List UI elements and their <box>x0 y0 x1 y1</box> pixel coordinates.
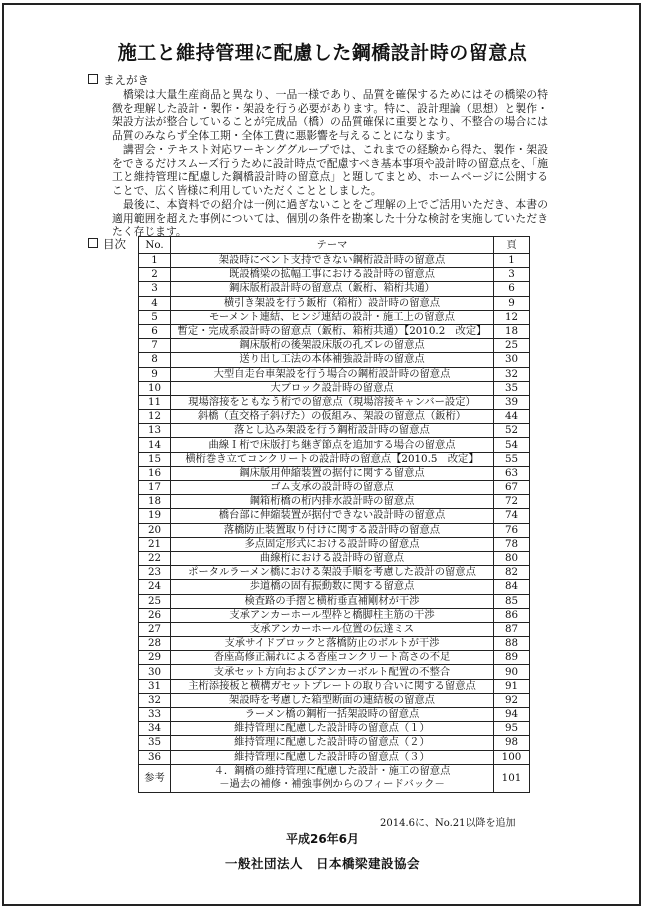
toc-cell-theme: 多点固定形式における設計時の留意点 <box>171 537 494 551</box>
preface-paragraph-1: 橋梁は大量生産商品と異なり、一品一様であり、品質を確保するためにはその橋梁の特徴を理解した設計・製作・架設を行う必要があります。特に、設計理論（思想）と製作・架設方法が整合していることが完成品（橋）の品質確保に重要となり、不整合の場合には品質のみならず全体工期・全体工費に悪影響を与えることになります。 <box>112 88 548 142</box>
preface-heading-label: まえがき <box>103 73 149 87</box>
toc-table <box>138 236 530 793</box>
toc-cell-theme: 鋼箱桁橋の桁内排水設計時の留意点 <box>171 495 494 509</box>
toc-cell-theme: 歩道橋の固有振動数に関する留意点 <box>171 580 494 594</box>
toc-cell-page: 92 <box>494 693 530 707</box>
toc-cell-page: 87 <box>494 622 530 636</box>
toc-cell-theme: 維持管理に配慮した設計時の留意点（２） <box>171 736 494 750</box>
toc-cell-no: 22 <box>139 551 171 565</box>
toc-cell-theme: モーメント連結、ヒンジ連結の設計・施工上の留意点 <box>171 310 494 324</box>
toc-cell-no: 23 <box>139 566 171 580</box>
toc-cell-theme: ゴム支承の設計時の留意点 <box>171 481 494 495</box>
toc-cell-no: 5 <box>139 310 171 324</box>
toc-cell-page: 90 <box>494 665 530 679</box>
toc-cell-theme <box>171 764 494 792</box>
toc-cell-theme: 現場溶接をともなう桁での留意点（現場溶接キャンバー設定） <box>171 395 494 409</box>
toc-cell-page: 89 <box>494 651 530 665</box>
toc-row <box>139 622 530 636</box>
toc-cell-page: 44 <box>494 410 530 424</box>
toc-row <box>139 580 530 594</box>
update-note: 2014.6に、No.21以降を追加 <box>380 818 516 829</box>
toc-row <box>139 410 530 424</box>
toc-cell-no: 10 <box>139 381 171 395</box>
toc-cell-no: 19 <box>139 509 171 523</box>
toc-cell-no: 29 <box>139 651 171 665</box>
toc-cell-page: 25 <box>494 339 530 353</box>
toc-cell-no: 35 <box>139 736 171 750</box>
toc-cell-page: 85 <box>494 594 530 608</box>
toc-cell-theme: 送り出し工法の本体補強設計時の留意点 <box>171 353 494 367</box>
toc-cell-no: 11 <box>139 395 171 409</box>
toc-row <box>139 424 530 438</box>
toc-cell-page: 98 <box>494 736 530 750</box>
toc-cell-page: 88 <box>494 637 530 651</box>
toc-row-reference <box>139 764 530 792</box>
toc-row <box>139 523 530 537</box>
toc-cell-no: 12 <box>139 410 171 424</box>
toc-row <box>139 466 530 480</box>
toc-cell-page: 100 <box>494 750 530 764</box>
publication-date: 平成26年6月 <box>285 832 360 846</box>
toc-row <box>139 509 530 523</box>
toc-cell-no: 3 <box>139 282 171 296</box>
toc-cell-page: 52 <box>494 424 530 438</box>
toc-cell-page: 67 <box>494 481 530 495</box>
toc-header-row <box>139 237 530 254</box>
toc-cell-no: 17 <box>139 481 171 495</box>
toc-cell-theme: 維持管理に配慮した設計時の留意点（１） <box>171 722 494 736</box>
toc-row <box>139 296 530 310</box>
toc-cell-no: 33 <box>139 708 171 722</box>
toc-cell-no: 参考 <box>139 764 171 792</box>
toc-cell-page: 30 <box>494 353 530 367</box>
checkbox-icon <box>88 238 98 248</box>
toc-reference-line-1: ４．鋼橋の維持管理に配慮した設計・施工の留意点 <box>213 765 451 778</box>
toc-cell-page: 39 <box>494 395 530 409</box>
toc-row <box>139 736 530 750</box>
toc-cell-no: 30 <box>139 665 171 679</box>
toc-cell-theme: 維持管理に配慮した設計時の留意点（３） <box>171 750 494 764</box>
toc-cell-page: 84 <box>494 580 530 594</box>
toc-row <box>139 381 530 395</box>
toc-cell-theme: 大型自走台車架設を行う場合の鋼桁設計時の留意点 <box>171 367 494 381</box>
toc-cell-theme: 沓座高修正漏れによる沓座コンクリート高さの不足 <box>171 651 494 665</box>
toc-cell-page: 82 <box>494 566 530 580</box>
toc-cell-page: 3 <box>494 268 530 282</box>
toc-cell-page: 76 <box>494 523 530 537</box>
toc-row <box>139 268 530 282</box>
toc-row <box>139 750 530 764</box>
toc-cell-page: 6 <box>494 282 530 296</box>
toc-row <box>139 481 530 495</box>
toc-row <box>139 665 530 679</box>
toc-cell-no: 16 <box>139 466 171 480</box>
toc-row <box>139 495 530 509</box>
toc-cell-theme: 横桁巻き立てコンクリートの設計時の留意点【2010.5 改定】 <box>171 452 494 466</box>
toc-cell-theme: 鋼床版用伸縮装置の据付に関する留意点 <box>171 466 494 480</box>
toc-reference-line-2: －過去の補修・補強事例からのフィードバック－ <box>219 778 445 791</box>
toc-cell-theme: 主桁添接板と横構ガセットプレートの取り合いに関する留意点 <box>171 679 494 693</box>
document-title: 施工と維持管理に配慮した鋼橋設計時の留意点 <box>117 42 528 64</box>
checkbox-icon <box>88 74 98 84</box>
toc-cell-theme: 支承アンカーホール型枠と橋脚柱主筋の干渉 <box>171 608 494 622</box>
toc-cell-no: 24 <box>139 580 171 594</box>
toc-cell-theme: 落橋防止装置取り付けに関する設計時の留意点 <box>171 523 494 537</box>
toc-cell-theme: 落とし込み架設を行う鋼桁設計時の留意点 <box>171 424 494 438</box>
toc-row <box>139 452 530 466</box>
toc-cell-theme: 検査路の手摺と横桁垂直補剛材が干渉 <box>171 594 494 608</box>
toc-cell-page: 80 <box>494 551 530 565</box>
toc-cell-page: 55 <box>494 452 530 466</box>
toc-cell-theme: 曲線Ｉ桁で床版打ち継ぎ節点を追加する場合の留意点 <box>171 438 494 452</box>
toc-cell-theme: 鋼床版桁の後架設床版の孔ズレの留意点 <box>171 339 494 353</box>
toc-row <box>139 438 530 452</box>
toc-row <box>139 651 530 665</box>
toc-cell-no: 27 <box>139 622 171 636</box>
toc-heading-label: 目次 <box>103 237 126 251</box>
preface-paragraph-2: 講習会・テキスト対応ワーキンググループでは、これまでの経験から得た、製作・架設をできるだけスムーズ行うために設計時点で配慮すべき基本事項や設計時の留意点を、「施工と維持管理に配慮した鋼橋設計時の留意点」と題してまとめ、ホームページに公開することで、広く皆様に利用していただくこととしました。 <box>112 143 548 197</box>
toc-cell-page: 54 <box>494 438 530 452</box>
organization-name: 一般社団法人 日本橋梁建設協会 <box>224 856 420 871</box>
toc-cell-page: 95 <box>494 722 530 736</box>
toc-cell-no: 7 <box>139 339 171 353</box>
toc-header-theme: テーマ <box>171 237 494 254</box>
toc-cell-theme: 橋台部に伸縮装置が据付できない設計時の留意点 <box>171 509 494 523</box>
toc-cell-no: 18 <box>139 495 171 509</box>
toc-cell-theme: 斜橋（直交格子斜げた）の仮組み、架設の留意点（鈑桁） <box>171 410 494 424</box>
toc-cell-no: 25 <box>139 594 171 608</box>
toc-row <box>139 679 530 693</box>
preface-paragraph-3: 最後に、本資料での紹介は一例に過ぎないことをご理解の上でご活用いただき、本書の適用範囲を超えた事例については、個別の条件を勘案した十分な検討を実施していただきたく存じます。 <box>112 198 548 239</box>
preface-heading <box>88 72 149 88</box>
toc-cell-no: 14 <box>139 438 171 452</box>
toc-cell-page: 35 <box>494 381 530 395</box>
toc-cell-page: 9 <box>494 296 530 310</box>
toc-row <box>139 367 530 381</box>
toc-cell-theme: 既設橋梁の拡幅工事における設計時の留意点 <box>171 268 494 282</box>
toc-cell-no: 2 <box>139 268 171 282</box>
toc-cell-page: 1 <box>494 254 530 268</box>
toc-cell-no: 32 <box>139 693 171 707</box>
toc-cell-no: 8 <box>139 353 171 367</box>
toc-cell-no: 28 <box>139 637 171 651</box>
toc-row <box>139 537 530 551</box>
toc-cell-page: 72 <box>494 495 530 509</box>
toc-heading <box>88 236 126 252</box>
toc-cell-page: 32 <box>494 367 530 381</box>
toc-cell-no: 34 <box>139 722 171 736</box>
toc-header-no: No. <box>139 237 171 254</box>
toc-cell-page: 91 <box>494 679 530 693</box>
toc-row <box>139 353 530 367</box>
toc-cell-theme: 横引き架設を行う鈑桁（箱桁）設計時の留意点 <box>171 296 494 310</box>
toc-cell-page: 74 <box>494 509 530 523</box>
toc-cell-page: 63 <box>494 466 530 480</box>
toc-row <box>139 282 530 296</box>
toc-cell-theme: 支承サイドブロックと落橋防止のボルトが干渉 <box>171 637 494 651</box>
toc-cell-no: 13 <box>139 424 171 438</box>
toc-cell-theme: 支承アンカーホール位置の伝達ミス <box>171 622 494 636</box>
toc-cell-theme: ポータルラーメン橋における架設手順を考慮した設計の留意点 <box>171 566 494 580</box>
toc-row <box>139 324 530 338</box>
toc-row <box>139 708 530 722</box>
toc-body <box>139 254 530 793</box>
toc-cell-no: 6 <box>139 324 171 338</box>
toc-row <box>139 254 530 268</box>
toc-cell-page: 78 <box>494 537 530 551</box>
toc-cell-no: 9 <box>139 367 171 381</box>
toc-row <box>139 594 530 608</box>
toc-row <box>139 722 530 736</box>
toc-row <box>139 608 530 622</box>
toc-cell-no: 36 <box>139 750 171 764</box>
toc-cell-theme: 架設時にベント支持できない鋼桁設計時の留意点 <box>171 254 494 268</box>
toc-cell-no: 26 <box>139 608 171 622</box>
toc-row <box>139 566 530 580</box>
toc-cell-page: 18 <box>494 324 530 338</box>
toc-cell-no: 4 <box>139 296 171 310</box>
toc-cell-no: 31 <box>139 679 171 693</box>
toc-cell-page: 12 <box>494 310 530 324</box>
toc-cell-theme: 架設時を考慮した箱型断面の連結板の留意点 <box>171 693 494 707</box>
toc-cell-no: 21 <box>139 537 171 551</box>
toc-cell-theme: ラーメン橋の鋼桁一括架設時の留意点 <box>171 708 494 722</box>
toc-cell-no: 1 <box>139 254 171 268</box>
toc-row <box>139 339 530 353</box>
toc-row <box>139 693 530 707</box>
toc-cell-theme: 支承セット方向およびアンカーボルト配置の不整合 <box>171 665 494 679</box>
toc-row <box>139 395 530 409</box>
toc-cell-theme: 曲線桁における設計時の留意点 <box>171 551 494 565</box>
toc-cell-page: 86 <box>494 608 530 622</box>
toc-header-page: 頁 <box>494 237 530 254</box>
toc-cell-no: 20 <box>139 523 171 537</box>
toc-cell-page: 94 <box>494 708 530 722</box>
toc-row <box>139 637 530 651</box>
toc-cell-page: 101 <box>494 764 530 792</box>
toc-cell-theme: 大ブロック設計時の留意点 <box>171 381 494 395</box>
toc-cell-theme: 鋼床版桁設計時の留意点（鈑桁、箱桁共通） <box>171 282 494 296</box>
toc-row <box>139 551 530 565</box>
toc-cell-no: 15 <box>139 452 171 466</box>
toc-row <box>139 310 530 324</box>
toc-cell-theme: 暫定・完成系設計時の留意点（鈑桁、箱桁共通）【2010.2 改定】 <box>171 324 494 338</box>
